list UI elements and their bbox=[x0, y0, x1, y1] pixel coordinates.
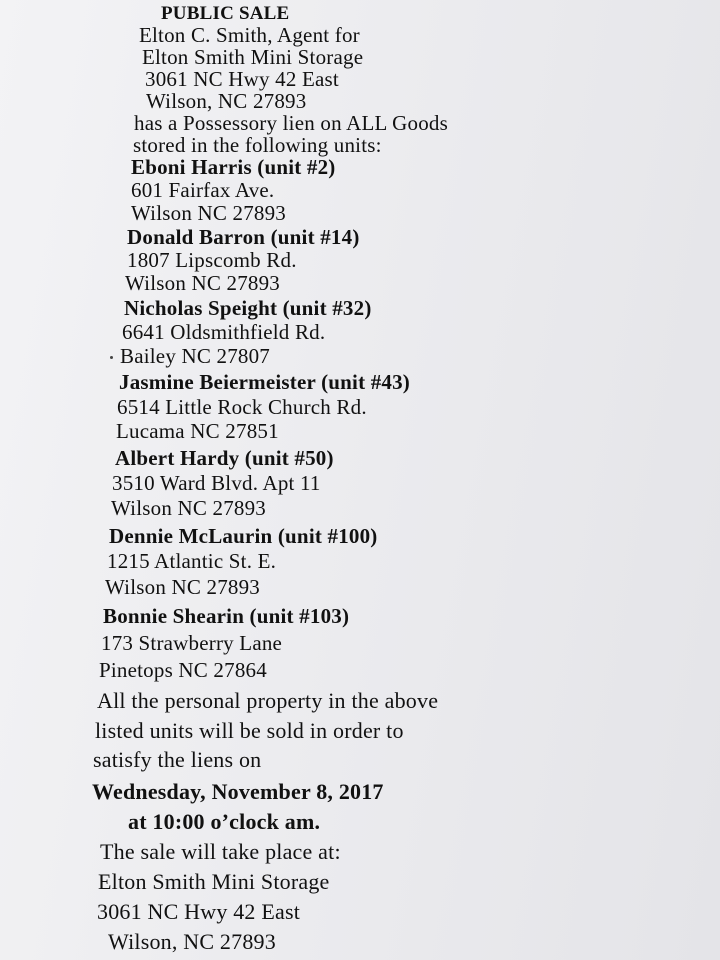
unit-name: Jasmine Beiermeister (unit #43) bbox=[119, 370, 411, 394]
unit-address: 601 Fairfax Ave. bbox=[131, 178, 275, 202]
sale-text-line-1: All the personal property in the above bbox=[97, 688, 439, 713]
unit-city: Wilson NC 27893 bbox=[111, 496, 266, 520]
unit-name: Dennie McLaurin (unit #100) bbox=[109, 524, 378, 548]
business-city: Wilson, NC 27893 bbox=[146, 89, 307, 113]
unit-address: 6641 Oldsmithfield Rd. bbox=[122, 320, 326, 344]
sale-city: Wilson, NC 27893 bbox=[108, 929, 276, 954]
unit-name: Albert Hardy (unit #50) bbox=[115, 446, 334, 470]
sale-business-name: Elton Smith Mini Storage bbox=[98, 869, 330, 894]
stray-mark bbox=[110, 356, 113, 359]
unit-city: Lucama NC 27851 bbox=[116, 419, 279, 443]
business-street: 3061 NC Hwy 42 East bbox=[145, 67, 339, 91]
unit-name: Bonnie Shearin (unit #103) bbox=[103, 604, 350, 628]
agent-line: Elton C. Smith, Agent for bbox=[139, 23, 360, 47]
unit-name: Nicholas Speight (unit #32) bbox=[124, 296, 372, 320]
unit-name: Eboni Harris (unit #2) bbox=[131, 155, 336, 179]
unit-city: Wilson NC 27893 bbox=[125, 271, 280, 295]
sale-text-line-3: satisfy the liens on bbox=[93, 747, 262, 772]
sale-time: at 10:00 o’clock am. bbox=[128, 809, 321, 834]
unit-name: Donald Barron (unit #14) bbox=[127, 225, 360, 249]
unit-city: Wilson NC 27893 bbox=[105, 575, 260, 599]
unit-address: 6514 Little Rock Church Rd. bbox=[117, 395, 367, 419]
unit-city: Pinetops NC 27864 bbox=[99, 658, 267, 682]
unit-address: 1215 Atlantic St. E. bbox=[107, 549, 277, 573]
sale-text-line-2: listed units will be sold in order to bbox=[95, 718, 404, 743]
unit-address: 173 Strawberry Lane bbox=[101, 631, 283, 655]
unit-city: Bailey NC 27807 bbox=[120, 344, 270, 368]
unit-address: 1807 Lipscomb Rd. bbox=[127, 248, 297, 272]
sale-date: Wednesday, November 8, 2017 bbox=[92, 779, 384, 804]
sale-place-intro: The sale will take place at: bbox=[100, 839, 341, 864]
sale-street: 3061 NC Hwy 42 East bbox=[97, 899, 301, 924]
lien-text-line-1: has a Possessory lien on ALL Goods bbox=[134, 111, 449, 135]
unit-city: Wilson NC 27893 bbox=[131, 201, 286, 225]
lien-text-line-2: stored in the following units: bbox=[133, 133, 382, 157]
unit-address: 3510 Ward Blvd. Apt 11 bbox=[112, 471, 321, 495]
business-name: Elton Smith Mini Storage bbox=[142, 45, 364, 69]
notice-title: PUBLIC SALE bbox=[161, 3, 290, 24]
